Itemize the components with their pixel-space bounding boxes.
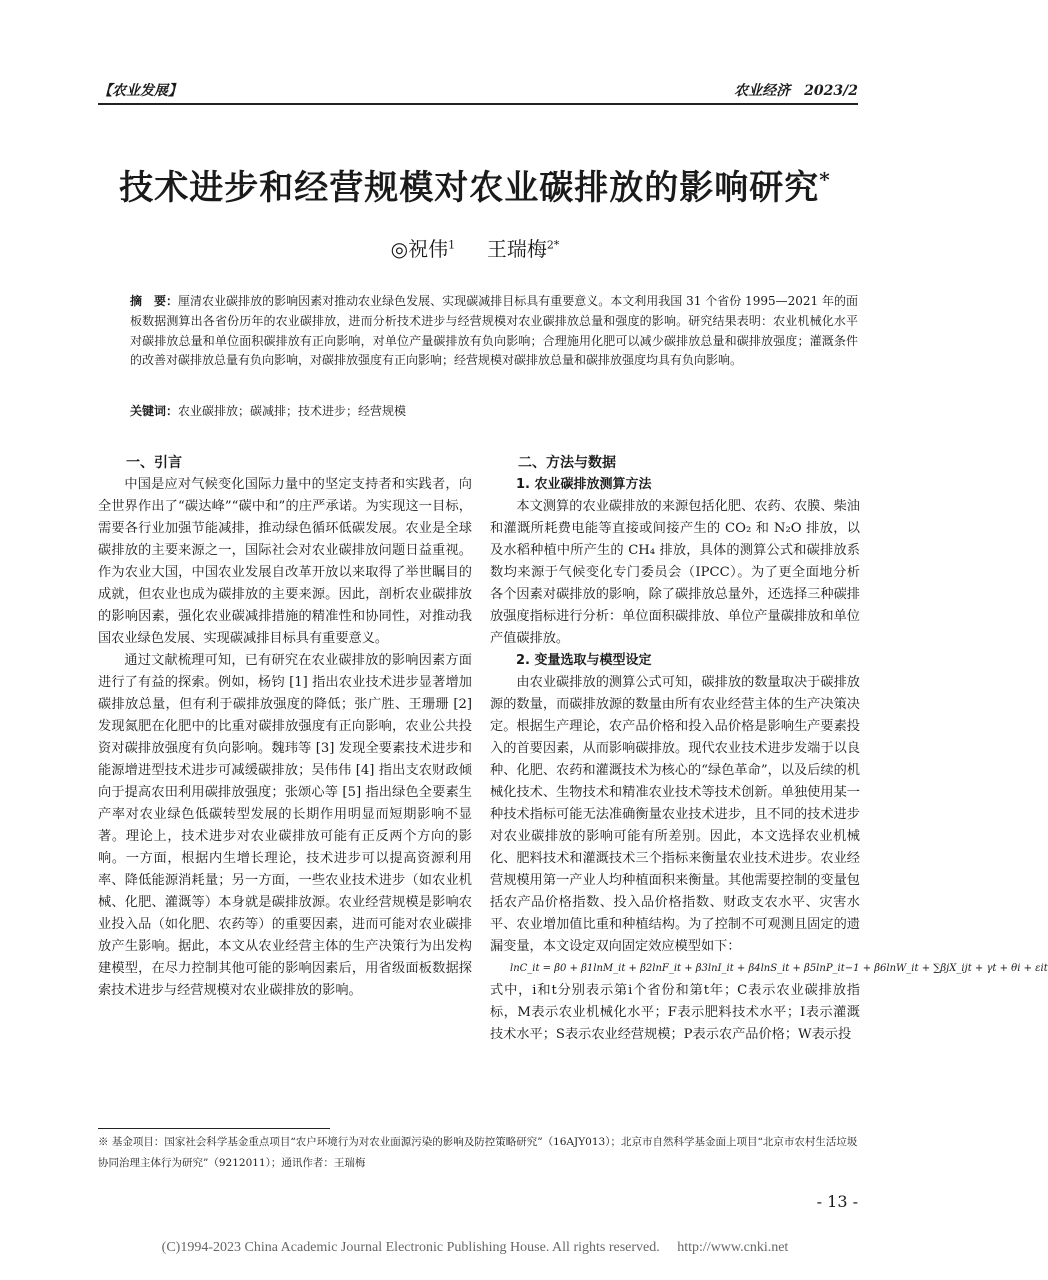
paragraph: 本文测算的农业碳排放的来源包括化肥、农药、农膜、柴油和灌溉所耗费电能等直接或间接产生的 CO₂ 和 N₂O 排放，以及水稻种植中所产生的 CH₄ 排放，具体的测算公式和碳排放系数均来源于气候变化专门委员会（IPCC）。为了更全面地分析各个因素对碳排放的影响，除了碳排放总量外，还选择三种碳排放强度指标进行分析：单位面积碳排放、单位产量碳排放和单位产值碳排放。 [490, 499, 860, 646]
author-prefix: ◎ [390, 237, 409, 261]
keywords [130, 402, 858, 420]
subheading-variables: 2. 变量选取与模型设定 [516, 653, 652, 668]
copyright-line: (C)1994-2023 China Academic Journal Electronic Publishing House. All rights reserved. http://www.cnki.net [161, 1240, 789, 1255]
section-heading-methods: 二、方法与数据 [518, 455, 616, 471]
paragraph: 式中，i和t分别表示第i个省份和第t年；C表示农业碳排放指标，M表示农业机械化水平；F表示肥料技术水平；I表示灌溉技术水平；S表示农业经营规模；P表示农产品价格；W表示投 [490, 983, 860, 1042]
author-line [0, 233, 950, 262]
article-title [0, 160, 950, 209]
author-1: 祝伟 [408, 237, 449, 261]
keywords-text: 农业碳排放；碳减排；技术进步；经营规模 [178, 404, 407, 418]
journal-issue: 农业经济 2023/2 [734, 83, 858, 99]
model-equation: lnC_it = β0 + β1lnM_it + β2lnF_it + β3lnI_it + β4lnS_it + β5lnP_it−1 + β6lnW_it + ∑βjX_ijt + γt + θi + εit [510, 963, 1048, 974]
left-column [98, 452, 472, 1002]
header-rule [98, 103, 858, 105]
paragraph: 由农业碳排放的测算公式可知，碳排放的数量取决于碳排放源的数量，而碳排放源的数量由所有农业经营主体的生产决策决定。根据生产理论，农产品价格和投入品价格是影响生产要素投入的首要因素，从而影响碳排放。现代农业技术进步发端于以良种、化肥、农药和灌溉技术为核心的“绿色革命”，以及后续的机械化技术、生物技术和精准农业技术等技术创新。单独使用某一种技术指标可能无法准确衡量农业技术进步，且不同的技术进步对农业碳排放的影响可能有所差别。因此，本文选择农业机械化、肥料技术和灌溉技术三个指标来衡量农业技术进步。农业经营规模用第一产业人均种植面积来衡量。其他需要控制的变量包括农产品价格指数、投入品价格指数、财政支农水平、灾害水平、农业增加值比重和种植结构。为了控制不可观测且固定的遗漏变量，本文设定双向固定效应模型如下： [490, 675, 860, 954]
paragraph: 中国是应对气候变化国际力量中的坚定支持者和实践者，向全世界作出了“碳达峰”“碳中和”的庄严承诺。为实现这一目标，需要各行业加强节能减排，推动绿色循环低碳发展。农业是全球碳排放的主要来源之一，国际社会对农业碳排放问题日益重视。作为农业大国，中国农业发展自改革开放以来取得了举世瞩目的成就，但农业也成为碳排放的主要来源。因此，剖析农业碳排放的影响因素，强化农业碳减排措施的精准性和协同性，对推动我国农业绿色发展、实现碳减排目标具有重要意义。 [98, 477, 472, 646]
right-column [490, 452, 1048, 1046]
section-label: 【农业发展】 [98, 83, 182, 99]
title-text: 技术进步和经营规模对农业碳排放的影响研究 [119, 168, 820, 208]
page-number: - 13 - [816, 1192, 858, 1211]
author-2: 王瑞梅 [486, 237, 547, 261]
keywords-label: 关键词： [130, 404, 179, 418]
funding-footnote: ※ 基金项目：国家社会科学基金重点项目“农户环境行为对农业面源污染的影响及防控策略研究”（16AJY013）；北京市自然科学基金面上项目“北京市农村生活垃圾协同治理主体行为研究”（9212011）；通讯作者：王瑞梅 [98, 1136, 858, 1169]
title-footnote-mark: * [819, 167, 831, 192]
section-heading-introduction: 一、引言 [126, 455, 182, 471]
paragraph: 通过文献梳理可知，已有研究在农业碳排放的影响因素方面进行了有益的探索。例如，杨钧 [1] 指出农业技术进步显著增加碳排放总量，但有利于碳排放强度的降低；张广胜、王珊珊 [2] 发现氮肥在化肥中的比重对碳排放强度有正向影响，农业公共投资对碳排放强度有负向影响。魏玮等 [3] 发现全要素技术进步和能源增进型技术进步可减缓碳排放；吴伟伟 [4] 指出支农财政倾向于提高农田利用碳排放强度；张颂心等 [5] 指出绿色全要素生产率对农业绿色低碳转型发展的长期作用明显而短期影响不显著。理论上，技术进步对农业碳排放可能有正反两个方向的影响。一方面，根据内生增长理论，技术进步可以提高资源利用率、降低能源消耗量；另一方面，一些农业技术进步（如农业机械、化肥、灌溉等）本身就是碳排放源。农业经营规模是影响农业投入品（如化肥、农药等）的重要因素，进而可能对农业碳排放产生影响。据此，本文从农业经营主体的生产决策行为出发构建模型，在尽力控制其他可能的影响因素后，用省级面板数据探索技术进步与经营规模对农业碳排放的影响。 [98, 653, 472, 998]
subheading-measurement: 1. 农业碳排放测算方法 [516, 477, 652, 492]
author-1-affiliation: 1 [448, 238, 456, 252]
abstract [130, 292, 858, 371]
author-2-affiliation: 2* [546, 238, 560, 252]
footnote-rule [98, 1128, 330, 1129]
abstract-label: 摘 要： [130, 294, 179, 308]
abstract-text: 厘清农业碳排放的影响因素对推动农业绿色发展、实现碳减排目标具有重要意义。本文利用我国 31 个省份 1995—2021 年的面板数据测算出各省份历年的农业碳排放，进而分析技术进步与经营规模对农业碳排放总量和强度的影响。研究结果表明：农业机械化水平对碳排放总量和单位面积碳排放有正向影响，对单位产量碳排放有负向影响；合理施用化肥可以减少碳排放总量和碳排放强度；灌溉条件的改善对碳排放总量有负向影响，对碳排放强度有正向影响；经营规模对碳排放总量和碳排放强度均具有负向影响。 [130, 294, 858, 368]
